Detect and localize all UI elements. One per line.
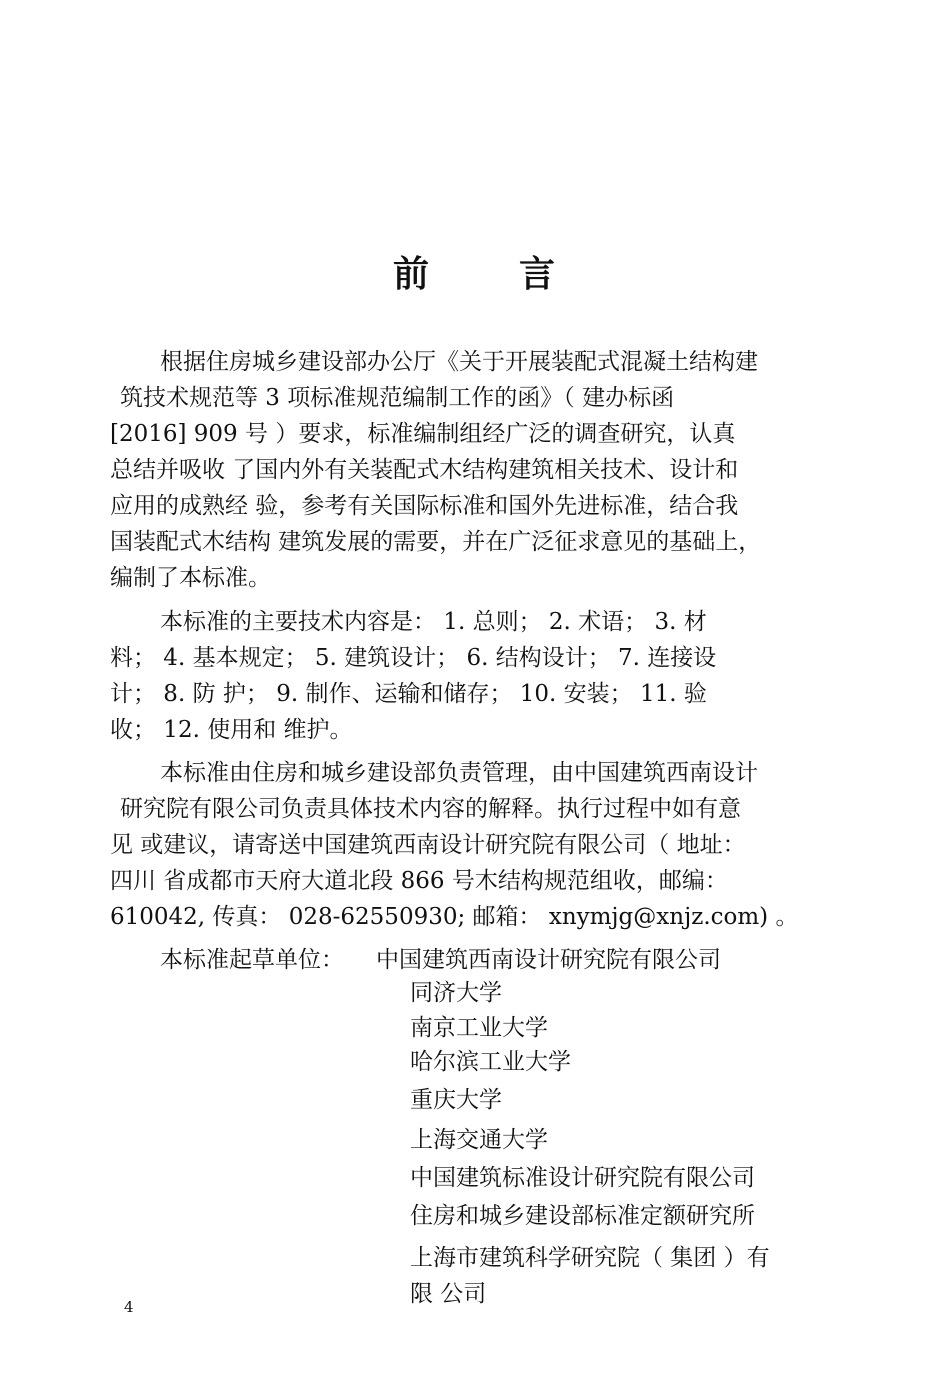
text-line: 本标准的主要技术内容是： 1. 总则； 2. 术语； 3. 材 (160, 609, 707, 635)
text-line: 计； 8. 防 护； 9. 制作、运输和储存； 10. 安装； 11. 验 (110, 681, 707, 707)
text-line: 收； 12. 使用和 维护。 (110, 717, 353, 743)
text-line: 编制了本标准。 (110, 565, 271, 591)
drafting-org: 上海市建筑科学研究院（ 集团 ）有 (410, 1245, 770, 1271)
text-line: 四川 省成都市天府大道北段 866 号木结构规范组收，邮编： (110, 868, 728, 894)
drafting-org: 中国建筑西南设计研究院有限公司 (376, 947, 721, 973)
text-line: 料； 4. 基本规定； 5. 建筑设计； 6. 结构设计； 7. 连接设 (110, 645, 717, 671)
drafting-org: 中国建筑标准设计研究院有限公司 (410, 1165, 755, 1191)
drafting-org: 同济大学 (410, 980, 502, 1006)
drafting-label: 本标准起草单位： (160, 947, 344, 973)
text-line: 研究院有限公司负责具体技术内容的解释。执行过程中如有意 (120, 796, 741, 822)
title-char-1: 前 (392, 253, 431, 295)
text-line: 根据住房城乡建设部办公厅《关于开展装配式混凝土结构建 (160, 349, 758, 375)
page-number: 4 (124, 1298, 134, 1316)
text-line: 应用的成熟经 验，参考有关国际标准和国外先进标准，结合我 (110, 493, 739, 519)
text-line: 本标准由住房和城乡建设部负责管理，由中国建筑西南设计 (160, 760, 758, 786)
drafting-org: 限 公司 (410, 1281, 487, 1307)
text-line: [2016] 909 号 ）要求，标准编制组经广泛的调查研究，认真 (110, 421, 736, 447)
drafting-org: 重庆大学 (410, 1087, 502, 1113)
drafting-org: 哈尔滨工业大学 (410, 1049, 571, 1075)
title-char-2: 言 (519, 253, 558, 295)
text-line: 国装配式木结构 建筑发展的需要，并在广泛征求意见的基础上， (110, 529, 762, 555)
drafting-org: 住房和城乡建设部标准定额研究所 (410, 1203, 755, 1229)
text-line: 筑技术规范等 3 项标准规范编制工作的函》（ 建办标函 (120, 385, 675, 411)
text-line: 总结并吸收 了国内外有关装配式木结构建筑相关技术、设计和 (110, 457, 739, 483)
page-title (0, 246, 950, 297)
drafting-org: 上海交通大学 (410, 1127, 548, 1153)
text-line: 见 或建议，请寄送中国建筑西南设计研究院有限公司（ 地址： (110, 832, 746, 858)
drafting-org: 南京工业大学 (410, 1015, 548, 1041)
text-line: 610042, 传真： 028-62550930; 邮箱： xnymjg@xnjz.com) 。 (110, 904, 799, 930)
